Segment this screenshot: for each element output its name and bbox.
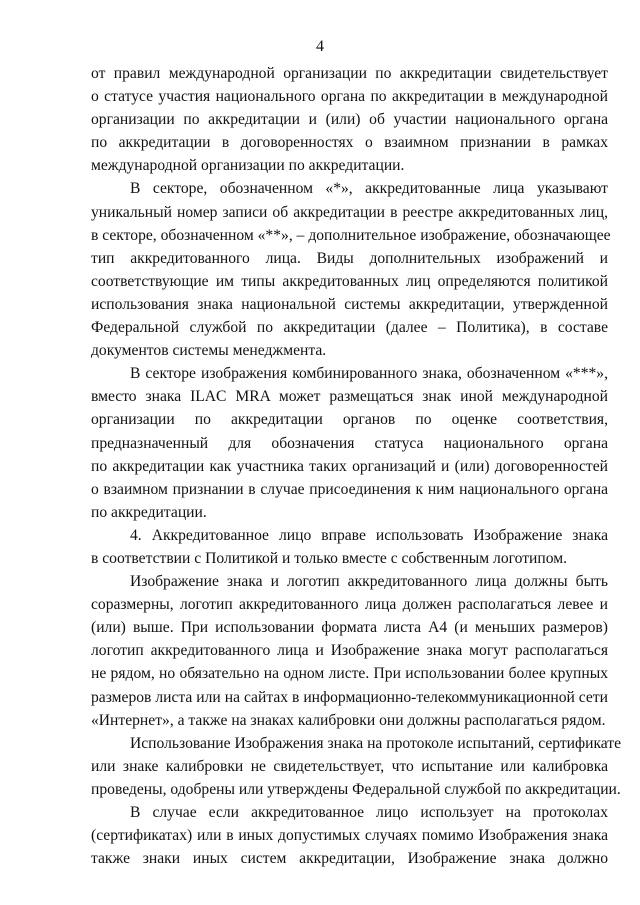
text-line: предназначенный для обозначения статуса национального органа [91, 434, 608, 452]
text-line: в секторе, обозначенном «**», – дополнительное изображение, обозначающее [91, 226, 611, 244]
paragraph [91, 570, 608, 732]
document-body [91, 62, 622, 870]
paragraph [91, 62, 608, 177]
text-line: соответствующие им типы аккредитованных лиц определяются политикой [91, 272, 608, 290]
text-line: логотип аккредитованного лица и Изображение знака могут располагаться [91, 642, 608, 660]
text-line: о взаимном признании в случае присоединения к ним национального органа [91, 480, 608, 498]
paragraph [91, 524, 608, 570]
text-line: в соответствии с Политикой и только вместе с собственным логотипом. [91, 549, 567, 567]
text-line: (сертификатах) или в иных допустимых случаях помимо Изображения знака [91, 827, 608, 845]
text-line: организации по аккредитации и (или) об участии национального органа [91, 111, 608, 129]
text-line: тип аккредитованного лица. Виды дополнительных изображений и [91, 249, 608, 267]
text-line: Использование Изображения знака на протоколе испытаний, сертификате [130, 734, 622, 752]
text-line: также знаки иных систем аккредитации, Изображение знака должно [91, 850, 608, 868]
text-line: (или) выше. При использовании формата листа А4 (и меньших размеров) [91, 619, 608, 637]
text-line: «Интернет», а также на знаках калибровки они должны располагаться рядом. [91, 711, 606, 729]
text-line: по аккредитации как участника таких организаций и (или) договоренностей [91, 457, 608, 475]
text-line: В секторе изображения комбинированного знака, обозначенном «***», [130, 365, 608, 383]
text-line: Изображение знака и логотип аккредитованного лица должны быть [130, 573, 608, 591]
text-line: размеров листа или на сайтах в информационно-телекоммуникационной сети [91, 688, 608, 706]
text-line: от правил международной организации по аккредитации свидетельствует [91, 65, 608, 82]
paragraph [91, 801, 608, 870]
text-line: соразмерны, логотип аккредитованного лица должен располагаться левее и [91, 596, 608, 614]
paragraph [91, 177, 611, 362]
text-line: международной организации по аккредитации. [91, 157, 405, 175]
text-line: В случае если аккредитованное лицо использует на протоколах [130, 804, 608, 821]
paragraph [91, 732, 622, 801]
text-line: использования знака национальной системы аккредитации, утвержденной [91, 295, 608, 313]
text-line: по аккредитации в договоренностях о взаимном признании в рамках [91, 134, 608, 152]
text-line: 4. Аккредитованное лицо вправе использовать Изображение знака [130, 526, 608, 544]
text-line: или знаке калибровки не свидетельствует, что испытание или калибровка [91, 757, 608, 775]
page-number: 4 [316, 38, 324, 55]
text-line: уникальный номер записи об аккредитации в реестре аккредитованных лиц, [91, 203, 608, 221]
text-line: В секторе, обозначенном «*», аккредитованные лица указывают [130, 180, 608, 198]
text-line: по аккредитации. [91, 503, 207, 521]
text-line: организации по аккредитации органов по оценке соответствия, [91, 411, 608, 429]
text-line: Федеральной службой по аккредитации (далее – Политика), в составе [91, 319, 608, 337]
text-line: документов системы менеджмента. [91, 342, 327, 360]
text-line: проведены, одобрены или утверждены Федеральной службой по аккредитации. [91, 780, 621, 798]
paragraph [91, 362, 608, 524]
text-line: о статусе участия национального органа по аккредитации в международной [91, 88, 608, 106]
text-line: вместо знака ILAC MRA может размещаться знак иной международной [91, 388, 608, 406]
text-line: не рядом, но обязательно на одном листе. При использовании более крупных [91, 665, 608, 683]
